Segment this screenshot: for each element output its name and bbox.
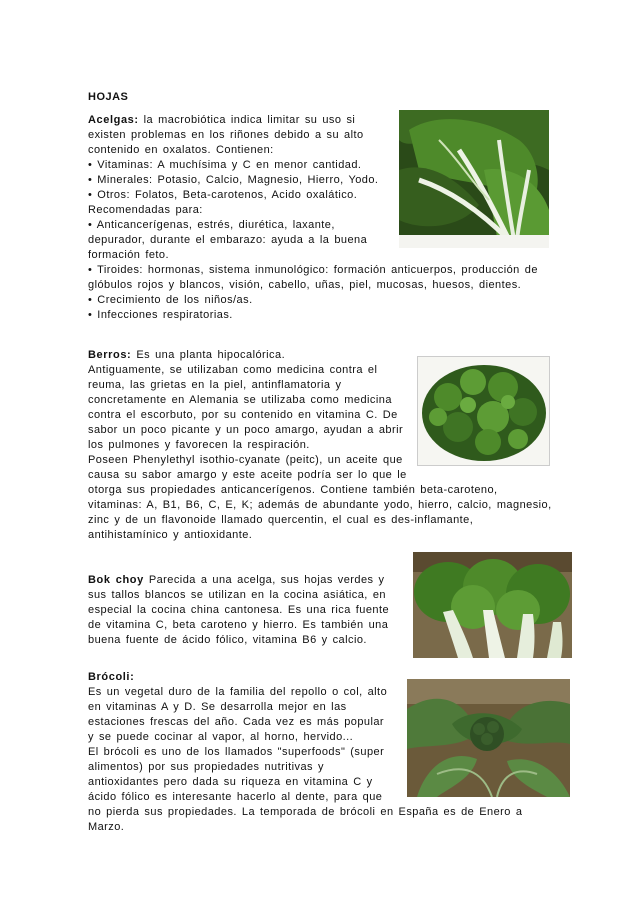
berros-line-4: concretamente en Alemania se utilizaba como medicina [88,394,392,406]
berros-line-3: reuma, las grietas en la piel, antinflamatoria y [88,379,342,391]
acelgas-line-2: existen problemas en los riñones debido a su alto [88,129,364,141]
brocoli-title: Brócoli: [88,671,135,683]
acelgas-line-13: • Crecimiento de los niños/as. [88,294,253,306]
acelgas-line-5: • Minerales: Potasio, Calcio, Magnesio, Hierro, Yodo. [88,174,379,186]
berros-line-13: antihistamínico y antioxidante. [88,529,253,541]
acelgas-line-6: • Otros: Folatos, Beta-carotenos, Acido oxalático. [88,189,358,201]
chard-photo [399,110,549,248]
section-heading: HOJAS [88,91,129,103]
berros-title: Berros: [88,349,132,361]
brocoli-line-9: ácido fólico es interesante hacerlo al dente, para que [88,791,383,803]
bokchoy-line-3: especial la cocina china cantonesa. Es una rica fuente [88,604,390,616]
brocoli-line-4: estaciones frescas del año. Cada vez es más popular [88,716,385,728]
brocoli-line-10: no pierda sus propiedades. La temporada de brócoli en España es de Enero a [88,806,523,818]
berros-line-10: otorga sus propiedades anticancerígenos. Contiene también beta-caroteno, [88,484,498,496]
brocoli-line-8: antioxidantes pero dada su riqueza en vitamina C y [88,776,373,788]
berros-line-9: causa su sabor amargo y este aceite podría ser lo que le [88,469,407,481]
acelgas-line-10: formación feto. [88,249,170,261]
brocoli-line-7: alimentos) por sus propiedades nutritivas y [88,761,324,773]
watercress-photo [417,356,550,466]
berros-line-12: zinc y de un flavonoide llamado quercentin, el cual es des-inflamante, [88,514,474,526]
berros-line-2: Antiguamente, se utilizaban como medicina contra el [88,364,378,376]
acelgas-line-11: • Tiroides: hormonas, sistema inmunológico: formación anticuerpos, producción de [88,264,538,276]
acelgas-line-12: glóbulos rojos y blancos, visión, cabello, uñas, piel, mucosas, huesos, dientes. [88,279,522,291]
acelgas-line-4: • Vitaminas: A muchísima y C en menor cantidad. [88,159,362,171]
berros-line-6: sabor un poco picante y un poco amargo, ayudan a abrir [88,424,404,436]
brocoli-line-11: Marzo. [88,821,125,833]
berros-line-8: Poseen Phenylethyl isothio-cyanate (peitc), un aceite que [88,454,403,466]
bokchoy-line-1: Bok choy Parecida a una acelga, sus hojas verdes y [88,574,385,586]
bokchoy-photo [413,552,572,658]
bokchoy-title: Bok choy [88,574,144,586]
berros-line-11: vitaminas: A, B1, B6, C, E, K; además de abundante yodo, hierro, calcio, magnesio, [88,499,552,511]
acelgas-line-9: depurador, durante el embarazo: ayuda a la buena [88,234,368,246]
bokchoy-line-2: sus tallos blancos se utilizan en la cocina asiática, en [88,589,386,601]
acelgas-title: Acelgas: [88,114,139,126]
acelgas-line-14: • Infecciones respiratorias. [88,309,233,321]
brocoli-line-6: El brócoli es uno de los llamados "superfoods" (super [88,746,385,758]
berros-line-5: contra el escorbuto, por su contenido en vitamina C. De [88,409,398,421]
acelgas-line-7: Recomendadas para: [88,204,203,216]
berros-line-7: los pulmones y favorecen la respiración. [88,439,310,451]
bokchoy-line-4: de vitamina C, beta caroteno y hierro. Es también una [88,619,389,631]
acelgas-line-3: contenido en oxalatos. Contienen: [88,144,274,156]
acelgas-line-1: Acelgas: la macrobiótica indica limitar su uso si [88,114,356,126]
brocoli-line-3: en vitaminas A y D. Se desarrolla mejor en las [88,701,347,713]
berros-line-1: Berros: Es una planta hipocalórica. [88,349,286,361]
brocoli-line-2: Es un vegetal duro de la familia del repollo o col, alto [88,686,388,698]
bokchoy-line-5: buena fuente de ácido fólico, vitamina B6 y calcio. [88,634,367,646]
acelgas-line-8: • Anticancerígenas, estrés, diurética, laxante, [88,219,335,231]
broccoli-photo [407,679,570,797]
brocoli-line-5: y se puede cocinar al vapor, al horno, hervido... [88,731,354,743]
